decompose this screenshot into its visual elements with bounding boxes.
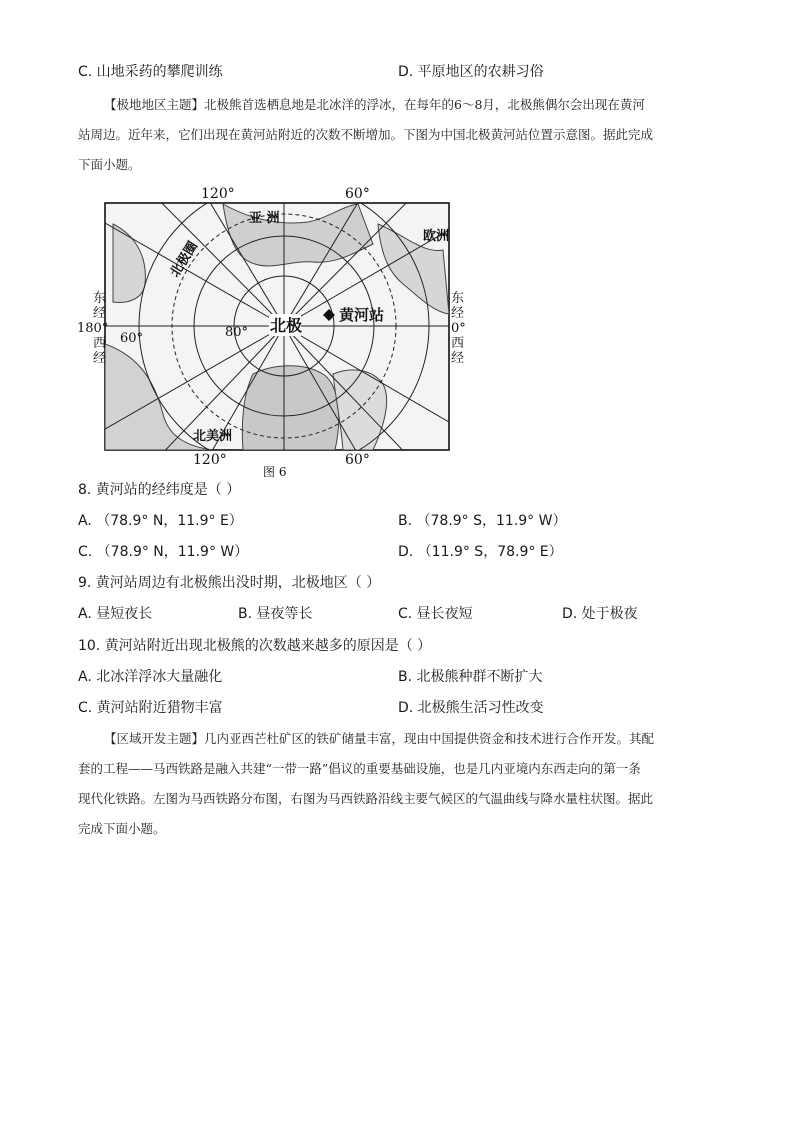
label-arctic-circle: 北极圈	[167, 239, 202, 281]
q9-option-d: D. 处于极夜	[562, 606, 638, 622]
arctic-map	[73, 184, 466, 479]
q8-option-d: D. （11.9° S，78.9° E）	[398, 544, 563, 560]
intro-polar-line2: 站周边。近年来，它们出现在黄河站附近的次数不断增加。下图为中国北极黄河站位置示意图。据此完成	[78, 127, 654, 142]
label-west-right-2: 经	[451, 351, 465, 366]
label-north-america: 北美洲	[193, 429, 233, 444]
intro-region-line2: 套的工程——马西铁路是融入共建“一带一路”倡议的重要基础设施，也是几内亚境内东西走向的第一条	[78, 761, 641, 776]
q8-stem: 8. 黄河站的经纬度是（ ）	[78, 482, 241, 498]
label-bottom-partial: 图 6	[263, 465, 287, 479]
label-lon-60-left: 60°	[120, 331, 144, 346]
label-station: 黄河站	[339, 306, 385, 324]
q10-option-c: C. 黄河站附近猎物丰富	[78, 700, 223, 716]
q9-option-c: C. 昼长夜短	[398, 606, 473, 622]
label-west-left-1: 西	[93, 336, 107, 351]
option-c-prev: C. 山地采药的攀爬训练	[78, 64, 223, 80]
label-east-left-1: 东	[93, 291, 107, 306]
option-d-prev: D. 平原地区的农耕习俗	[398, 64, 544, 80]
intro-polar	[78, 90, 718, 180]
label-europe: 欧洲	[423, 229, 450, 244]
label-lat-80: 80°	[225, 325, 249, 340]
q9-option-a: A. 昼短夜长	[78, 606, 153, 622]
lon-top-right: 60°	[345, 186, 370, 202]
intro-polar-line1: 【极地地区主题】北极熊首选栖息地是北冰洋的浮冰，在每年的6～8月，北极熊偶尔会出现在黄河	[104, 97, 645, 112]
label-west-right-1: 西	[451, 336, 465, 351]
q10-option-a: A. 北冰洋浮冰大量融化	[78, 669, 223, 685]
lon-bottom-right: 60°	[345, 452, 370, 468]
label-lon-180: 180°	[77, 321, 109, 336]
q10-option-d: D. 北极熊生活习性改变	[398, 700, 544, 716]
label-asia: 亚 洲	[249, 211, 280, 226]
label-east-right-2: 经	[451, 306, 465, 321]
label-east-left-2: 经	[93, 306, 107, 321]
intro-polar-line3: 下面小题。	[78, 157, 141, 172]
q9-stem: 9. 黄河站周边有北极熊出没时期，北极地区（ ）	[78, 575, 381, 591]
intro-region-line3: 现代化铁路。左图为马西铁路分布图，右图为马西铁路沿线主要气候区的气温曲线与降水量柱状图。据此	[78, 791, 654, 806]
q10-stem: 10. 黄河站附近出现北极熊的次数越来越多的原因是（ ）	[78, 638, 432, 654]
label-east-right-1: 东	[451, 291, 465, 306]
intro-region-line4: 完成下面小题。	[78, 821, 166, 836]
q8-option-a: A. （78.9° N，11.9° E）	[78, 513, 243, 529]
lon-bottom-left: 120°	[193, 452, 227, 468]
q8-option-b: B. （78.9° S，11.9° W）	[398, 513, 567, 529]
label-north-pole: 北极	[270, 316, 303, 335]
label-west-left-2: 经	[93, 351, 107, 366]
q8-option-c: C. （78.9° N，11.9° W）	[78, 544, 249, 560]
q10-option-b: B. 北极熊种群不断扩大	[398, 669, 543, 685]
intro-region	[78, 724, 718, 844]
q9-option-b: B. 昼夜等长	[238, 606, 313, 622]
intro-region-line1: 【区域开发主题】几内亚西芒杜矿区的铁矿储量丰富，现由中国提供资金和技术进行合作开发。其配	[104, 731, 655, 746]
lon-top-left: 120°	[201, 186, 235, 202]
label-lon-0: 0°	[451, 321, 466, 336]
